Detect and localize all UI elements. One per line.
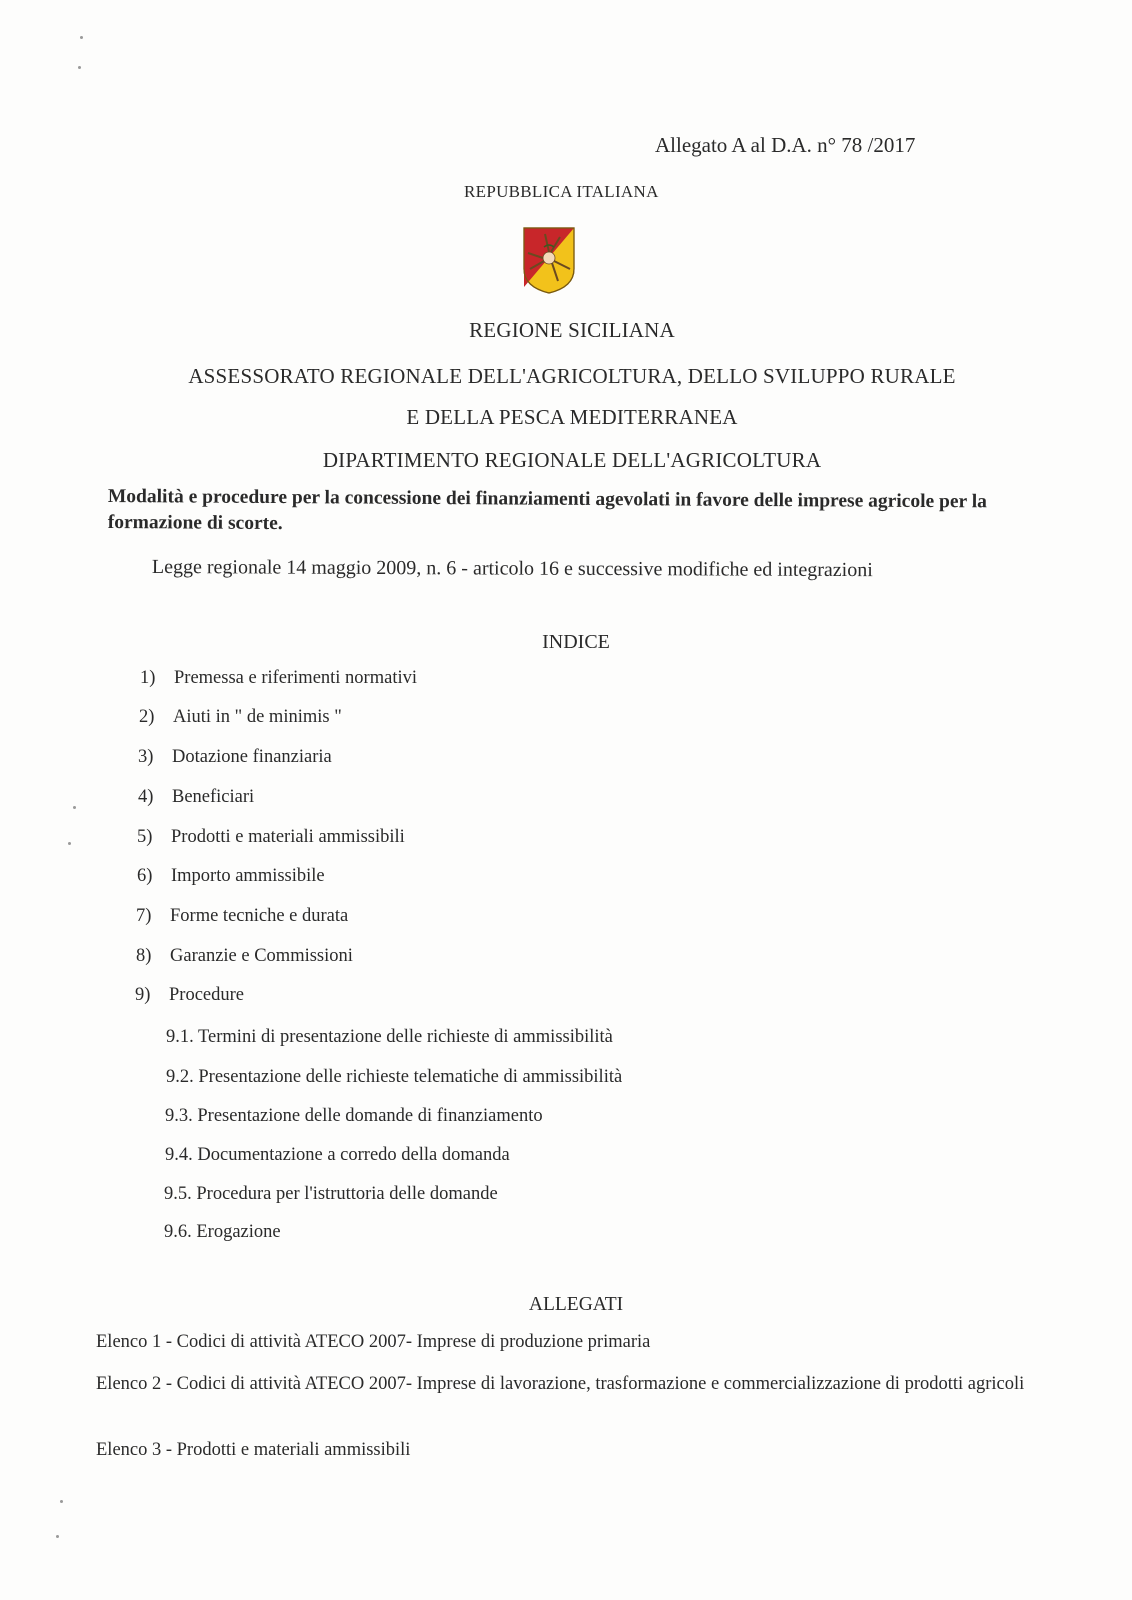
toc-item-label: Importo ammissibile: [171, 866, 325, 886]
toc-item-number: 9): [135, 985, 151, 1005]
toc-item-label: Garanzie e Commissioni: [170, 946, 353, 966]
document-title: Modalità e procedure per la concessione dei finanziamenti agevolati in favore delle imprese agricole per la formazione di scorte.: [107, 485, 987, 535]
toc-item-label: Aiuti in " de minimis ": [173, 707, 342, 727]
scan-speck: [68, 842, 71, 845]
toc-item: [137, 827, 405, 848]
repubblica-heading: REPUBBLICA ITALIANA: [464, 182, 659, 201]
toc-item: [137, 866, 325, 887]
scan-speck: [73, 806, 76, 809]
scan-speck: [60, 1500, 63, 1503]
toc-item-number: 6): [137, 866, 153, 886]
toc-item: [138, 787, 254, 808]
scan-speck: [80, 36, 83, 39]
toc-item-number: 4): [138, 787, 154, 807]
toc-item-number: 7): [136, 906, 152, 926]
elenco-item: Elenco 3 - Prodotti e materiali ammissibili: [96, 1440, 411, 1460]
toc-subitem: 9.1. Termini di presentazione delle richieste di ammissibilità: [166, 1027, 613, 1047]
toc-item: [136, 946, 353, 967]
toc-subitem: 9.6. Erogazione: [164, 1222, 281, 1242]
toc-item-number: 8): [136, 946, 152, 966]
regione-heading: REGIONE SICILIANA: [469, 318, 675, 342]
toc-item-label: Premessa e riferimenti normativi: [174, 668, 417, 688]
toc-item: [135, 985, 244, 1006]
toc-item-number: 2): [139, 707, 155, 727]
pesca-heading: E DELLA PESCA MEDITERRANEA: [406, 405, 738, 429]
toc-item-label: Forme tecniche e durata: [170, 906, 349, 926]
elenco-item: Elenco 1 - Codici di attività ATECO 2007- Imprese di produzione primaria: [96, 1332, 651, 1352]
dipartimento-heading: DIPARTIMENTO REGIONALE DELL'AGRICOLTURA: [322, 448, 822, 472]
toc-item-number: 5): [137, 827, 153, 847]
toc-item-number: 1): [140, 668, 156, 688]
toc-item: [136, 906, 348, 927]
toc-item: [139, 707, 342, 728]
legge-reference: Legge regionale 14 maggio 2009, n. 6 - articolo 16 e successive modifiche ed integrazioni: [151, 556, 873, 582]
toc-item-label: Procedure: [169, 985, 244, 1005]
toc-item: [138, 747, 332, 768]
toc-subitem: 9.2. Presentazione delle richieste telematiche di ammissibilità: [166, 1067, 623, 1087]
scan-speck: [56, 1535, 59, 1538]
toc-subitem: 9.4. Documentazione a corredo della domanda: [165, 1145, 510, 1165]
toc-item-label: Dotazione finanziaria: [172, 747, 332, 767]
toc-subitem: 9.3. Presentazione delle domande di finanziamento: [165, 1106, 543, 1126]
allegato-reference: Allegato A al D.A. n° 78 /2017: [655, 133, 916, 157]
toc-subitem: 9.5. Procedura per l'istruttoria delle domande: [164, 1184, 498, 1204]
scan-speck: [78, 66, 81, 69]
allegati-heading: ALLEGATI: [528, 1294, 624, 1315]
indice-heading: INDICE: [542, 631, 610, 653]
toc-item-label: Beneficiari: [172, 787, 255, 807]
sicily-emblem-icon: [520, 225, 578, 295]
toc-item-label: Prodotti e materiali ammissibili: [171, 827, 405, 847]
elenco-item: Elenco 2 - Codici di attività ATECO 2007- Imprese di lavorazione, trasformazione e commercializzazione di prodotti agricoli: [96, 1374, 1025, 1394]
toc-item-number: 3): [138, 747, 154, 767]
toc-item: [140, 668, 417, 689]
assessorato-heading: ASSESSORATO REGIONALE DELL'AGRICOLTURA, DELLO SVILUPPO RURALE: [188, 364, 956, 388]
